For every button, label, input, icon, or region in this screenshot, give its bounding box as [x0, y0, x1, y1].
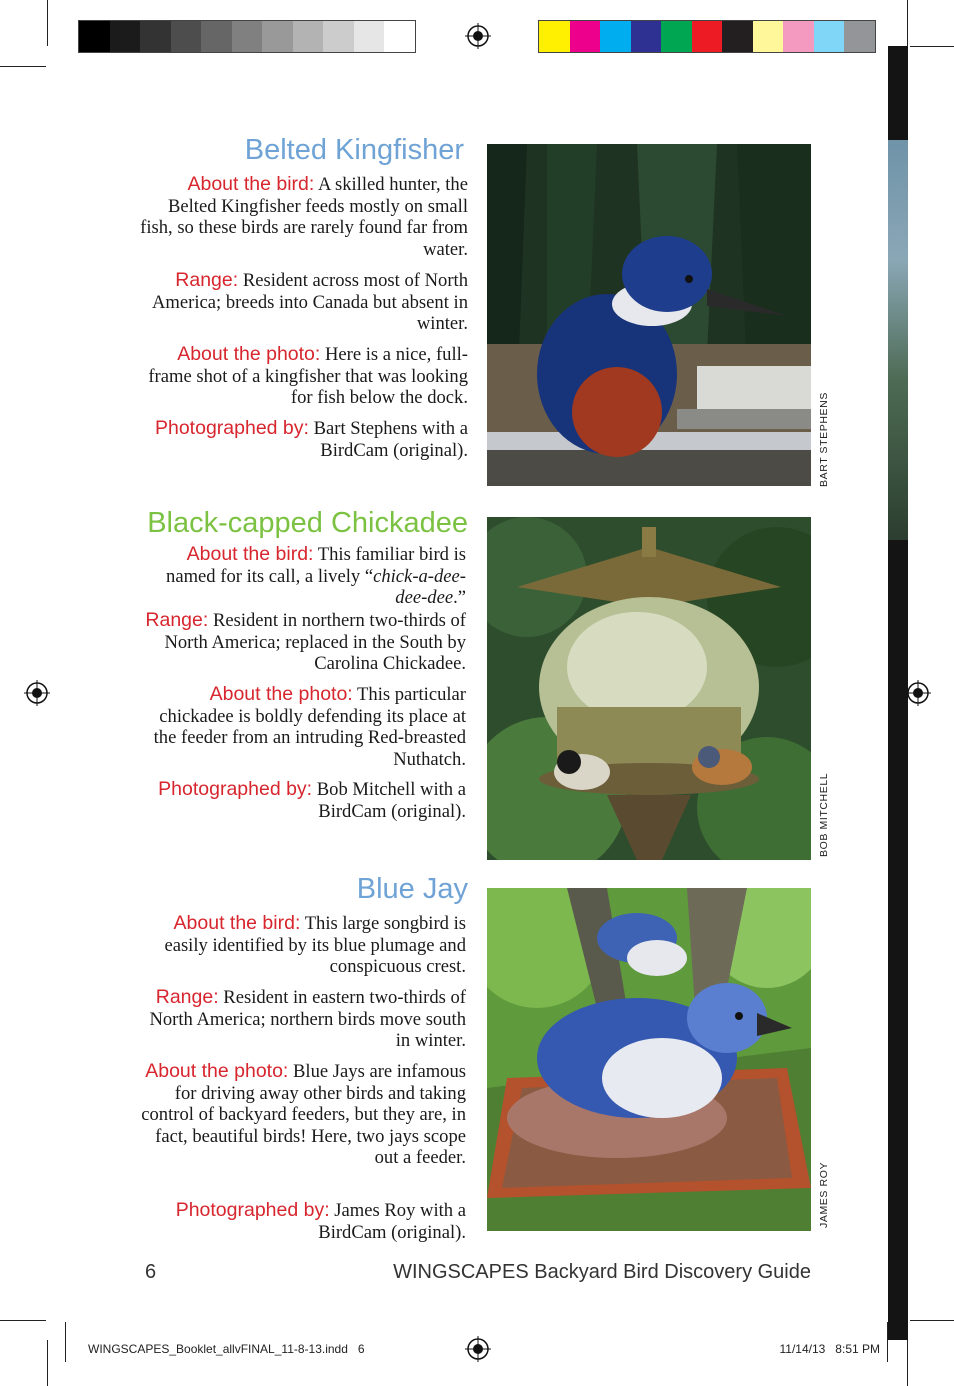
crop-mark: [47, 1340, 48, 1386]
color-swatch: [661, 21, 692, 52]
color-swatch: [783, 21, 814, 52]
slug-timestamp: 11/14/13 8:51 PM: [779, 1342, 880, 1356]
registration-mark-icon: [465, 23, 491, 49]
color-swatch: [79, 21, 110, 52]
photo-credit-kingfisher: BART STEPHENS: [818, 392, 830, 487]
color-swatch: [814, 21, 845, 52]
color-swatch: [323, 21, 354, 52]
registration-mark-icon: [465, 1336, 491, 1362]
color-swatch: [570, 21, 601, 52]
slug-filename: WINGSCAPES_Booklet_allvFINAL_11-8-13.indd 6: [88, 1342, 365, 1356]
crop-mark: [907, 1340, 908, 1386]
about-photo-chickadee: About the photo: This particular chickadee is boldly defending its place at the feeder from an intruding Red-breasted Nuthatch.: [153, 683, 466, 770]
color-swatch: [171, 21, 202, 52]
bird-title-chickadee: Black-capped Chickadee: [147, 507, 468, 539]
color-swatch: [384, 21, 415, 52]
chickadee-photo: [487, 517, 811, 860]
range-kingfisher: Range: Resident across most of North America; breeds into Canada but absent in winter.: [152, 269, 468, 334]
color-swatch: [722, 21, 753, 52]
color-swatch: [201, 21, 232, 52]
crop-mark: [910, 46, 954, 47]
bluejay-photo: [487, 888, 811, 1231]
color-swatch: [844, 21, 875, 52]
process-color-bar: [538, 20, 876, 53]
color-swatch: [539, 21, 570, 52]
crop-mark: [47, 0, 48, 46]
page-number: 6: [145, 1261, 157, 1283]
crop-mark: [907, 0, 908, 46]
photographed-by-bluejay: Photographed by: James Roy with a BirdCam (original).: [175, 1199, 466, 1243]
registration-mark-icon: [24, 680, 50, 706]
photographed-by-chickadee: Photographed by: Bob Mitchell with a BirdCam (original).: [158, 778, 466, 822]
color-swatch: [262, 21, 293, 52]
crop-mark: [0, 66, 46, 67]
color-swatch: [140, 21, 171, 52]
range-chickadee: Range: Resident in northern two-thirds of North America; replaced in the South by Carolina Chickadee.: [145, 609, 466, 674]
color-swatch: [692, 21, 723, 52]
photo-credit-chickadee: BOB MITCHELL: [818, 772, 830, 857]
color-swatch: [600, 21, 631, 52]
crop-mark: [910, 1320, 954, 1321]
bird-title-bluejay: Blue Jay: [356, 873, 468, 905]
color-swatch: [753, 21, 784, 52]
grayscale-color-bar: [78, 20, 416, 53]
color-swatch: [232, 21, 263, 52]
photo-credit-bluejay: JAMES ROY: [818, 1161, 830, 1228]
bird-title-kingfisher: Belted Kingfisher: [244, 134, 464, 166]
color-swatch: [293, 21, 324, 52]
color-swatch: [110, 21, 141, 52]
range-bluejay: Range: Resident in eastern two-thirds of North America; northern birds move south in winter.: [149, 986, 466, 1051]
registration-mark-icon: [905, 680, 931, 706]
guide-title: WINGSCAPES Backyard Bird Discovery Guide: [393, 1261, 811, 1283]
about-bird-chickadee: About the bird: This familiar bird is named for its call, a lively “chick-a-dee-dee-dee.”: [166, 543, 466, 608]
page-bleed-photo: [888, 140, 908, 540]
about-bird-bluejay: About the bird: This large songbird is easily identified by its blue plumage and conspicuous crest.: [164, 912, 466, 977]
about-bird-kingfisher: About the bird: A skilled hunter, the Belted Kingfisher feeds mostly on small fish, so these birds are rarely found far from water.: [140, 173, 468, 260]
about-photo-bluejay: About the photo: Blue Jays are infamous for driving away other birds and taking control of backyard feeders, but they are, in fact, beautiful birds! Here, two jays scope out a feeder.: [141, 1060, 466, 1168]
color-swatch: [354, 21, 385, 52]
crop-mark: [0, 1320, 46, 1321]
kingfisher-photo: [487, 144, 811, 486]
photographed-by-kingfisher: Photographed by: Bart Stephens with a BirdCam (original).: [154, 417, 468, 461]
crop-mark: [65, 1322, 66, 1362]
about-photo-kingfisher: About the photo: Here is a nice, full-frame shot of a kingfisher that was looking for fish below the dock.: [148, 343, 468, 408]
color-swatch: [631, 21, 662, 52]
